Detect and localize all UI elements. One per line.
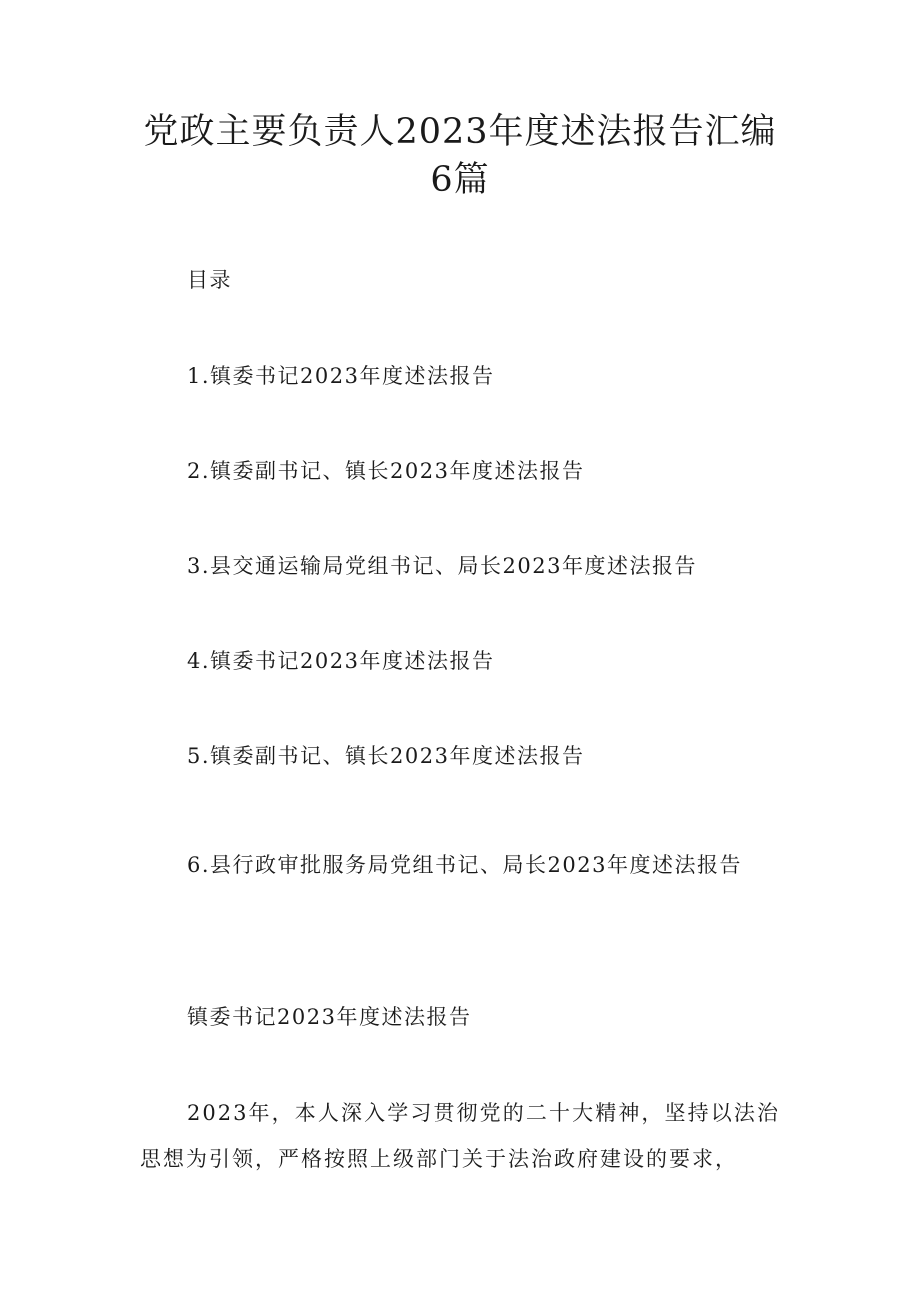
toc-item-6: 6.县行政审批服务局党组书记、局长2023年度述法报告	[187, 853, 742, 877]
toc-item-5: 5.镇委副书记、镇长2023年度述法报告	[187, 744, 585, 768]
toc-item-2: 2.镇委副书记、镇长2023年度述法报告	[187, 459, 585, 483]
section-heading: 镇委书记2023年度述法报告	[187, 1005, 472, 1029]
toc-heading: 目录	[187, 268, 232, 292]
document-title: 党政主要负责人2023年度述法报告汇编6篇	[143, 112, 777, 200]
toc-item-1: 1.镇委书记2023年度述法报告	[187, 364, 495, 388]
body-paragraph: 2023年，本人深入学习贯彻党的二十大精神，坚持以法治思想为引领，严格按照上级部门关于法治政府建设的要求，	[140, 1101, 780, 1171]
toc-item-3: 3.县交通运输局党组书记、局长2023年度述法报告	[187, 554, 697, 578]
toc-item-4: 4.镇委书记2023年度述法报告	[187, 649, 495, 673]
